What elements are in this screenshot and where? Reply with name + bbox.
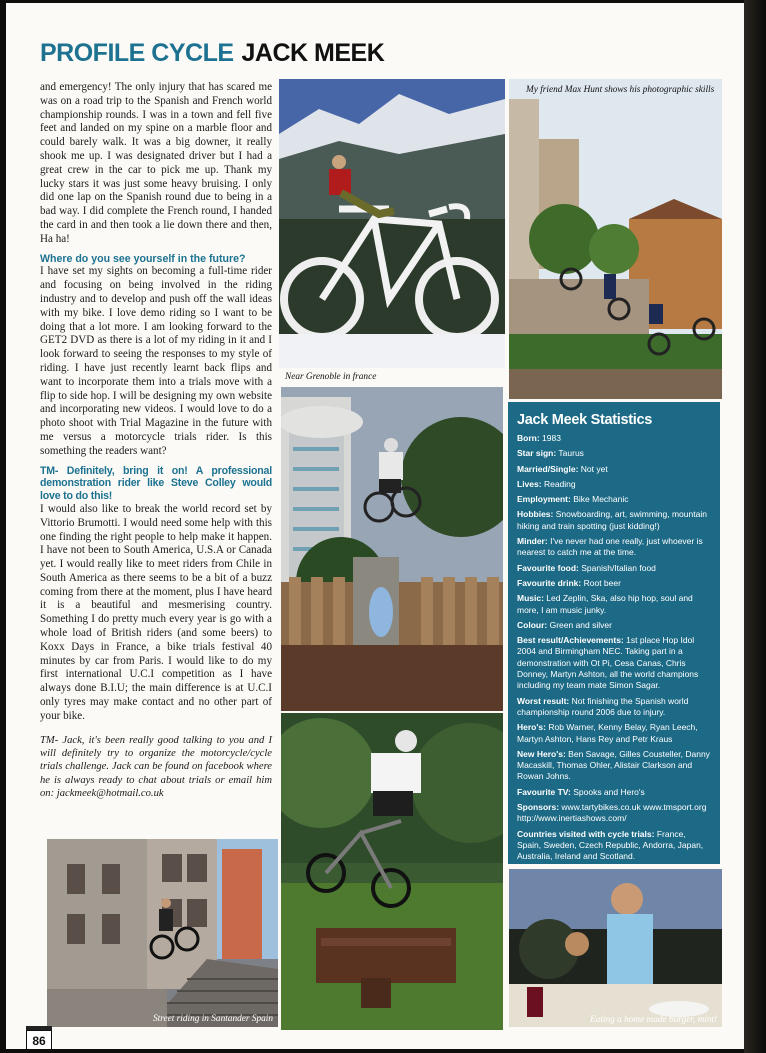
- stats-value: I've never had one really, just whoever is nearest to catch me at the time.: [517, 536, 703, 558]
- stats-row: [517, 509, 711, 532]
- stats-list: [517, 433, 711, 863]
- stats-row: [517, 635, 711, 691]
- photo-santander: [47, 839, 278, 1027]
- stats-value: www.tartybikes.co.uk www.tmsport.org http://www.inertiashows.com/: [517, 802, 707, 824]
- photo-max-hunt: [509, 79, 722, 399]
- section-label: PROFILE CYCLE: [40, 39, 234, 67]
- stats-key: Countries visited with cycle trials:: [517, 828, 655, 839]
- stats-key: Minder:: [517, 536, 548, 547]
- stats-row: [517, 433, 711, 444]
- stats-box: [508, 402, 720, 864]
- stats-row: [517, 479, 711, 490]
- stats-key: Colour:: [517, 619, 548, 630]
- stats-key: Favourite TV:: [517, 786, 571, 797]
- stats-row: [517, 749, 711, 783]
- article-paragraph: I have set my sights on becoming a full-time rider and focusing on being involved in the riding industry and to develop and push off the wall ideas with my bike. I love demo riding so I want to be doing that a lot more. I am looking forward to the GET2 DVD as there is a lot of my riding in it and I look forward to seeing the responses to my style of riding. I have just recently learnt back flips and want to incorporate them into a trials move with a flip to side hop. I will be designing my own website and incorporating new videos. I would love to do a photo shoot with Trial Magazine in the future with me versus a motorcycle trials rider. Is this something the readers want?: [40, 265, 272, 457]
- stats-value: Rob Warner, Kenny Belay, Ryan Leech, Martyn Ashton, Hans Rey and Petr Kraus: [517, 722, 698, 744]
- stats-value: Root beer: [583, 577, 621, 588]
- stats-value: Reading: [543, 478, 576, 489]
- stats-row: [517, 593, 711, 616]
- stats-row: [517, 563, 711, 574]
- caption-burger: Eating a home made burger, mint!: [590, 1015, 718, 1025]
- stats-value: 1983: [542, 433, 561, 443]
- page-number: 86: [26, 1030, 52, 1049]
- stats-row: [517, 829, 711, 863]
- stats-row: [517, 620, 711, 631]
- stats-value: Ben Savage, Gilles Cousteller, Danny Macaskill, Thomas Ohler, Alistair Clarkson and Rowan Johns.: [517, 748, 710, 782]
- stats-row: [517, 448, 711, 459]
- stats-row: [517, 536, 711, 559]
- stats-value: 1st place Hop Idol 2004 and Birmingham NEC. Taking part in a demonstration with Ot Pi, Cesa Canas, Chris Donney, Martyn Ashton, all the world champions including my team mate Simon Sagar.: [517, 635, 699, 691]
- stats-row: [517, 464, 711, 475]
- stats-value: Taurus: [558, 448, 584, 459]
- stats-key: Worst result:: [517, 695, 570, 706]
- stats-key: Hero's:: [517, 722, 546, 733]
- interview-question: TM- Definitely, bring it on! A professional demonstration rider like Steve Colley would love to do this!: [40, 464, 272, 503]
- caption-max-hunt: My friend Max Hunt shows his photographic skills: [526, 85, 715, 95]
- stats-value: Spooks and Hero's: [573, 786, 645, 797]
- photo-stump: [281, 713, 503, 1030]
- stats-row: [517, 578, 711, 589]
- stats-row: [517, 787, 711, 798]
- stats-row: [517, 494, 711, 505]
- stats-key: Music:: [517, 593, 544, 604]
- stats-value: Bike Mechanic: [573, 494, 629, 505]
- article-paragraph: and emergency! The only injury that has scared me was on a road trip to the Spanish and French world championship rounds. I was in a town and fell five feet and landed on my spine on a marble floor and could barely walk. It was a big downer, it really shook me up. I was designated driver but I had a great crew in the car to pick me up. Thank my lucky stars it was just some heavy bruising. I only did one lap on the Spanish round due to being in a bad way. I did complete the French round, I handed the card in and then took a lie down there and then, Ha ha!: [40, 81, 272, 245]
- magazine-page: [6, 3, 744, 1049]
- stats-value: Spanish/Italian food: [581, 562, 656, 573]
- stats-key: Star sign:: [517, 448, 557, 459]
- stats-key: Hobbies:: [517, 509, 554, 520]
- photo-grenoble: [279, 79, 505, 368]
- stats-key: Married/Single:: [517, 463, 579, 474]
- stats-title: Jack Meek Statistics: [517, 412, 653, 428]
- article-column: [40, 81, 272, 801]
- stats-key: Favourite drink:: [517, 577, 582, 588]
- stats-key: Born:: [517, 433, 540, 443]
- stats-value: Led Zeplin, Ska, also hip hop, soul and more, I am music junky.: [517, 593, 693, 615]
- stats-key: Employment:: [517, 494, 571, 505]
- stats-value: Not finishing the Spanish world championship round 2006 due to injury.: [517, 695, 689, 717]
- stats-key: Lives:: [517, 478, 542, 489]
- stats-key: Favourite food:: [517, 562, 579, 573]
- stats-value: Not yet: [580, 463, 608, 474]
- stats-row: [517, 722, 711, 745]
- caption-grenoble: Near Grenoble in france: [285, 372, 377, 382]
- stats-key: New Hero's:: [517, 748, 566, 759]
- closing-note: TM- Jack, it's been really good talking to you and I will definitely try to organize the motorcycle/cycle trials challenge. Jack can be found on facebook where he is always ready to chat about trials or email him on: jackmeek@hotmail.co.uk: [40, 734, 272, 800]
- photo-burger: [509, 869, 722, 1027]
- stats-row: [517, 696, 711, 719]
- page-title: [40, 39, 384, 68]
- stats-value: France, Spain, Sweden, Czech Republic, Andorra, Japan, Australia, Ireland and Scotland.: [517, 828, 704, 862]
- magazine-spine: [744, 0, 766, 1053]
- stats-value: Green and silver: [549, 619, 612, 630]
- photo-tower-fence: [281, 387, 503, 711]
- caption-santander: Street riding in Santander Spain: [153, 1014, 273, 1024]
- stats-key: Best result/Achievements:: [517, 635, 624, 646]
- stats-row: [517, 802, 711, 825]
- article-paragraph: I would also like to break the world record set by Vittorio Brumotti. I would need some help with this one finding the right people to help make it happen. I have not been to South America, U.S.A or Canada yet. I would really like to meet riders from Chile in South America as there seems to be a bit of a buzz coming from there at the moment, plus I have heard it is a beautiful and mesmerising country. Something I do pretty much every year is go with a whole load of British riders (and some beers) to Koxx Days in France, a bike trials festival 40 minutes by car from Paris. I would like to do my first international U.C.I competition as I have always done B.I.U; the main difference is at U.C.I only tyres may make contact and no other part of your bike.: [40, 502, 272, 722]
- stats-value: Snowboarding, art, swimming, mountain hiking and train spotting (just kidding!): [517, 509, 707, 531]
- rider-name: JACK MEEK: [241, 39, 385, 67]
- stats-key: Sponsors:: [517, 802, 560, 813]
- interview-question: Where do you see yourself in the future?: [40, 252, 246, 265]
